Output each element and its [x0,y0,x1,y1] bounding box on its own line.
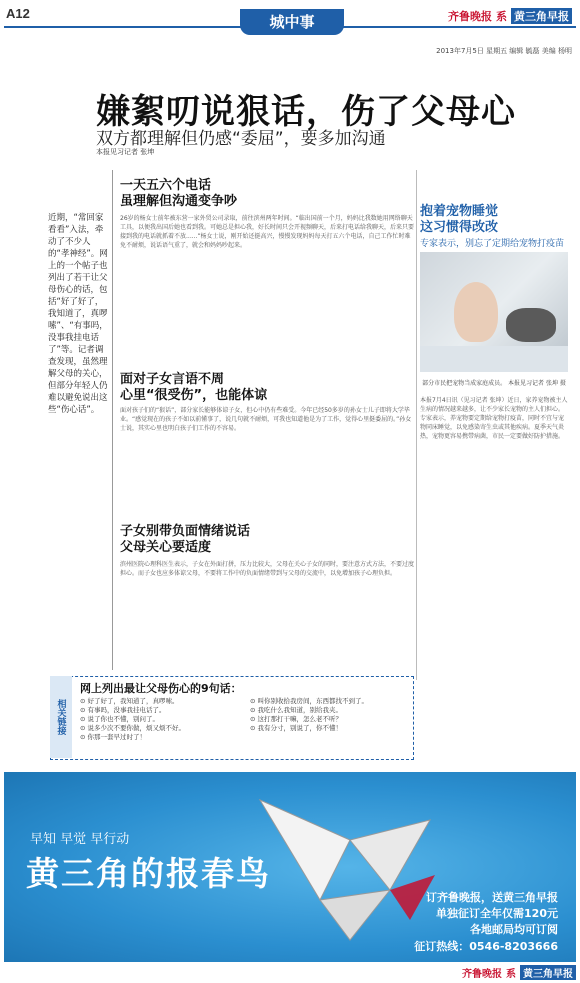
section-tab: 城中事 [240,9,344,35]
link-item: ⊙ 我有分寸，别说了，你不懂！ [250,724,343,732]
section2-text: 面对孩子们的“狠话”，部分家长能够体谅子女，但心中仍有些难受。今年已经50多岁的孙女士儿子即将大学毕业。“感觉现在的孩子不如以前懂事了，说几句就不耐烦，可我也知道他是为了工作，觉得心里挺委屈的。”孙女士说，其实心里也明白孩子们工作的不容易。 [120,407,412,432]
link-item: ⊙ 说了你也不懂，别问了。 [80,715,160,723]
ad-line-1: 订齐鲁晚报，送黄三角早报 [426,891,558,904]
related-links-label: 相关链接 [50,676,72,758]
link-item: ⊙ 有事吗，没事我挂电话了。 [80,706,166,714]
ad-hotline: 征订热线：0546-8203666 [414,940,558,953]
footer-brand-partner: 黄三角早报 [520,965,576,980]
related-links-title: 网上列出最让父母伤心的9句话： [80,682,242,695]
sidebar-title: 抱着宠物睡觉 这习惯得改改 [420,204,499,235]
section3-text: 滨州医院心理科医生表示，子女在外面打拼，压力比较大，父母在关心子女的同时，要注意方式方法，不要过度担心。而子女也应多体谅父母，不要将工作中的负面情绪带到与父母的交流中，以免增加孩子心理负担。 [120,561,414,577]
section3-title: 子女别带负面情绪说话 父母关心要适度 [120,524,251,555]
link-item: ⊙ 这打那打干嘛，怎么老不听？ [250,715,343,723]
page-number: A12 [6,6,30,21]
ad-main-title: 黄三角的报春鸟 [26,854,271,893]
footer-brand [4,963,576,981]
brand-name: 齐鲁晚报 [448,10,492,23]
ad-slogan: 早知 早觉 早行动 [30,832,130,847]
subheadline: 双方都理解但仍感“委屈”，要多加沟通 [96,129,386,149]
sidebar-text: 本报7月4日讯（见习记者 张坤）近日，家养宠物被主人生病的情况越来越多，让不少家长宠物的主人们担心。专家表示，养宠物要定期给宠物打疫苗，同时不宜与宠物同床睡觉，以免感染寄生虫或其他疾病。夏季天气炎热，宠物更容易携带病菌，市民一定要做好防护措施。 [420,397,568,440]
baby-cat-photo [420,252,568,372]
brand-header [448,8,572,24]
link-item: ⊙ 叫你别收拾我房间，东西都找不到了。 [250,697,369,705]
headline: 嫌絮叨说狠话，伤了父母心 [96,92,516,132]
link-item: ⊙ 好了好了，我知道了，真啰嗦。 [80,697,179,705]
column-divider [112,170,113,670]
footer-brand-name: 齐鲁晚报 [462,968,502,980]
link-item: ⊙ 你那一套早过时了！ [80,733,147,741]
ad-line-2: 单独征订全年仅需120元 [436,907,558,920]
section1-text: 26岁的杨女士前年被东营一家外贸公司录取，前往滨州两年时间。“临出国前一个月，妈妈比我数她用网络聊天工具，以便我出国后她也看到我。可她总是担心我，好长时间只会开视频聊天，后来打电话给我聊天，后来只要接到我的电话就抓着不放......”杨女士说，刚开始还挺高兴，慢慢发现妈妈每天打五六个电话，自己工作忙时难免不耐烦，说话语气重了，就会和妈妈吵起来。 [120,215,414,249]
brand-partner: 黄三角早报 [511,8,572,24]
photo-cat [506,308,556,342]
photo-baby [454,282,498,342]
lead-paragraph: 近期，“常回家看看”入法，牵动了不少人的“孝神经”。网上的一个帖子也列出了若干让父母伤心的话，包括“好了好了，我知道了，真啰嗦”、“有事吗，没事我挂电话了”等。记者调查发现，虽然理解父母的关心，但部分年轻人仍难以避免说出这些“伤心话”。 [48,213,108,415]
footer-brand-system: 系 [506,968,516,980]
link-item: ⊙ 我吃什么我知道，别给我夹。 [250,706,343,714]
sidebar-subtitle: 专家表示，别忘了定期给宠物打疫苗 [420,239,565,249]
link-item: ⊙ 说多少次不要你做，烦又烦不好。 [80,724,186,732]
ad-line-3: 各地邮局均可订阅 [470,923,558,936]
dateline: 2013年7月5日 星期五 编辑 毓磊 美编 杨明 [436,47,572,55]
photo-caption: 部分市民把宠物当成家庭成员。 本报见习记者 张坤 摄 [422,380,566,387]
section1-title: 一天五六个电话 虽理解但沟通变争吵 [120,178,238,209]
brand-system: 系 [496,10,507,23]
section2-title: 面对子女言语不周 心里“很受伤”，也能体谅 [120,372,268,403]
byline: 本报见习记者 张坤 [96,148,155,156]
right-column-divider [416,170,417,680]
related-links-list [80,697,410,742]
photo-bedsheet [420,346,568,372]
